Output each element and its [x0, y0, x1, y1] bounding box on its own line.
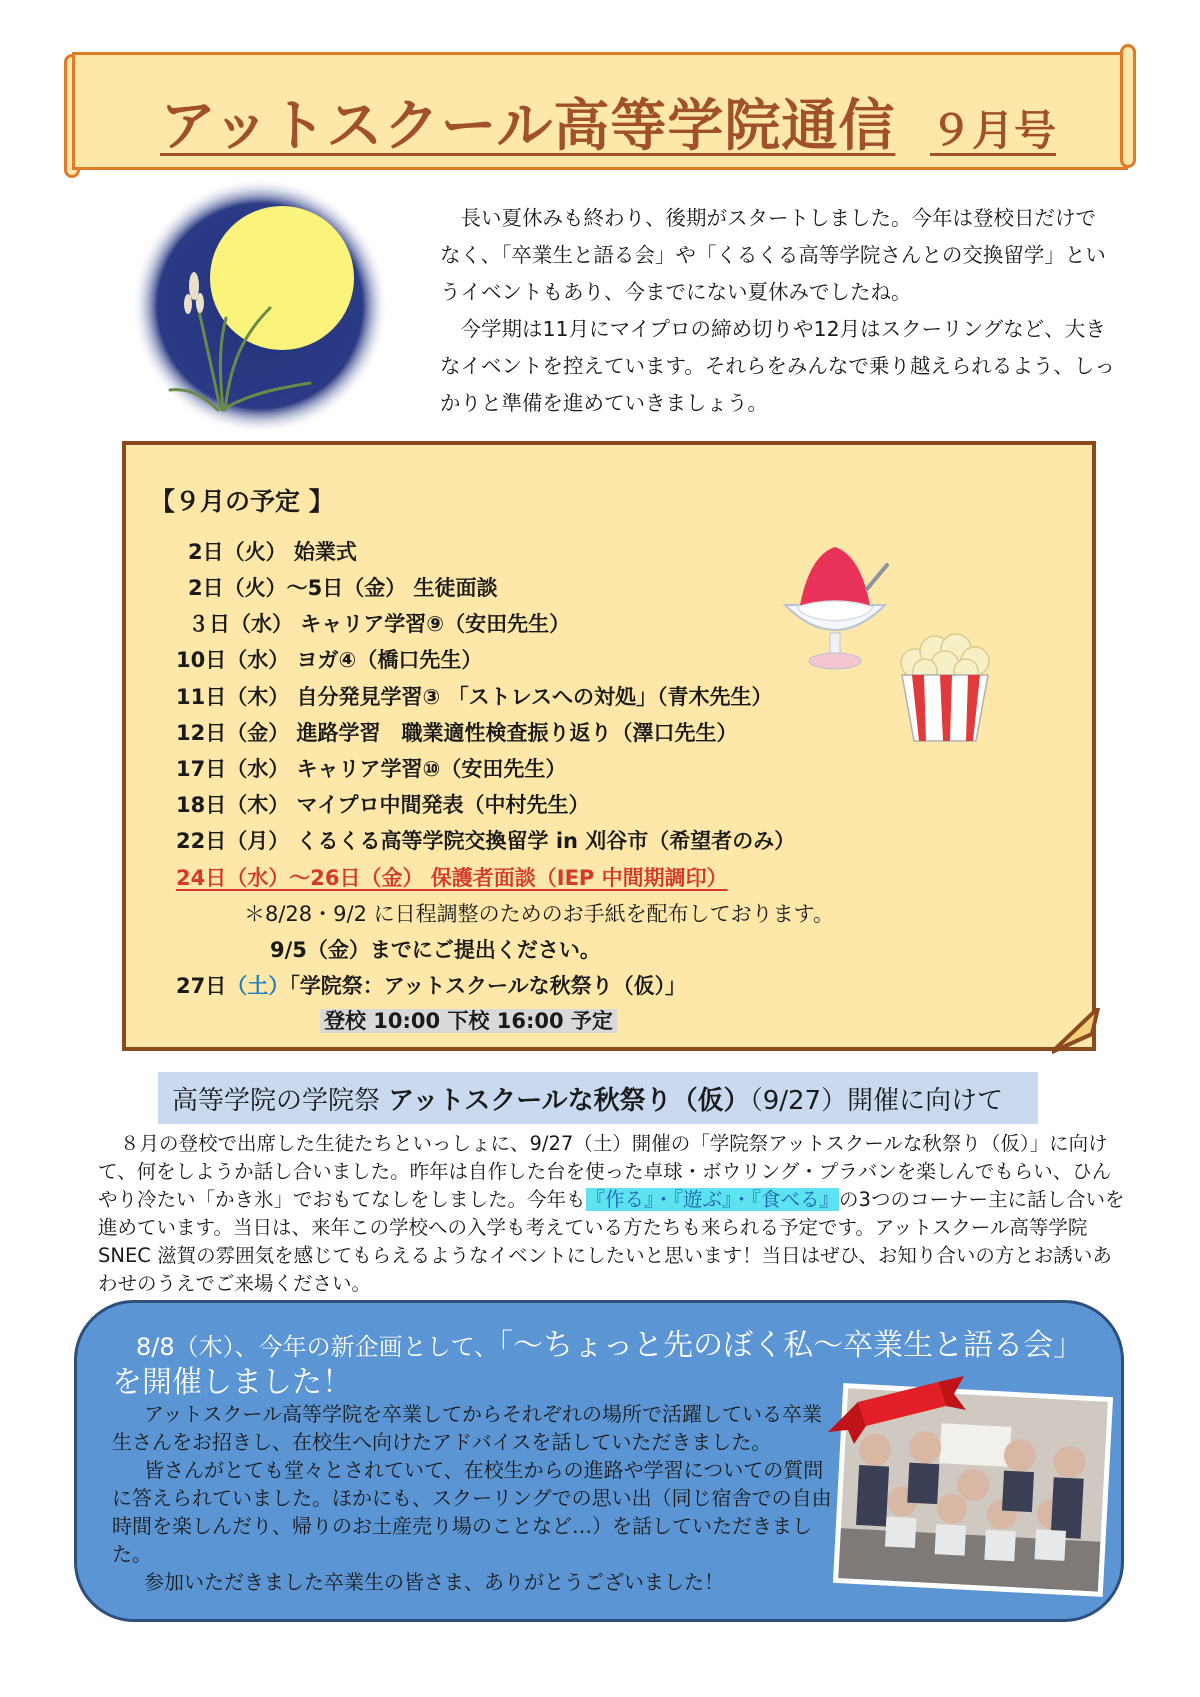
- festival-heading-name: アットスクールな秋祭り（仮）: [388, 1086, 750, 1116]
- festival-highlight: 『作る』・『遊ぶ』・『食べる』: [585, 1188, 840, 1211]
- festival-heading-suffix: （9/27）開催に向けて: [749, 1086, 1004, 1116]
- schedule-deadline: 9/5（金）までにご提出ください。: [270, 938, 601, 962]
- schedule-item: 22日（月） くるくる高等学院交換留学 in 刈谷市（希望者のみ）: [176, 829, 796, 853]
- popcorn-icon: [890, 625, 1000, 745]
- moon-icon: [130, 178, 390, 438]
- schedule-item-festival: [176, 970, 686, 1000]
- newsletter-title: アットスクール高等学院通信: [160, 94, 896, 159]
- schedule-heading: 【９月の予定 】: [150, 487, 334, 516]
- schedule-note: ＊8/28・9/2 に日程調整のためのお手紙を配布しております。: [244, 902, 834, 926]
- schedule-item: 10日（水） ヨガ④（橋口先生）: [176, 648, 483, 672]
- festival-event: 「学院祭：アットスクールな秋祭り（仮）」: [289, 974, 687, 998]
- alumni-heading-date: 8/8（木）、今年の新企画として、: [136, 1333, 499, 1361]
- festival-day: 27日: [176, 974, 227, 998]
- schedule-item: 2日（火）～5日（金） 生徒面談: [188, 576, 498, 600]
- festival-description: [98, 1130, 1128, 1298]
- schedule-item: 17日（水） キャリア学習⑩（安田先生）: [176, 757, 567, 781]
- intro-paragraph-1: 長い夏休みも終わり、後期がスタートしました。今年は登校日だけでなく、「卒業生と語る会」や「くるくる高等学院さんとの交換留学」というイベントもあり、今までにない夏休みでしたね。: [440, 206, 1106, 304]
- banner-roll-right: [1120, 44, 1136, 168]
- issue-label: ９月号: [930, 106, 1057, 155]
- schedule-item: 18日（木） マイプロ中間発表（中村先生）: [176, 793, 590, 817]
- schedule-item: ３日（水） キャリア学習⑨（安田先生）: [188, 612, 571, 636]
- festival-heading: [172, 1080, 1003, 1117]
- festival-text-part-2: の3つのコーナー主に話し合いを進めています。当日は、来年この学校への入学も考えている方たちも来られる予定です。アットスクール高等学院 SNEC 滋賀の雰囲気を感じてもらえるようなイベントにしたいと思います！当日はぜひ、お知り合いの方とお誘いあわせのうえでご来場ください。: [98, 1188, 1125, 1295]
- festival-time: [320, 1005, 617, 1035]
- alumni-paragraph-3: 参加いただきました卒業生の皆さま、ありがとうございました！: [144, 1570, 724, 1594]
- alumni-paragraph-2: 皆さんがとても堂々とされていて、在校生からの進路や学習についての質問に答えられていました。ほかにも、スクーリングでの思い出（同じ宿舎での自由時間を楽しんだり、帰りのお土産売り場のことなど…）を話していただきました。: [112, 1458, 832, 1566]
- intro-paragraph-2: 今学期は11月にマイプロの締め切りや12月はスクーリングなど、大きなイベントを控えています。それらをみんなで乗り越えられるよう、しっかりと準備を進めていきましょう。: [440, 317, 1115, 415]
- page-fold-icon: [1052, 1008, 1102, 1054]
- schedule-item: 12日（金） 進路学習 職業適性検査振り返り（澤口先生）: [176, 721, 738, 745]
- festival-heading-prefix: 高等学院の学院祭: [172, 1086, 381, 1116]
- schedule-item: 11日（木） 自分発見学習③ 「ストレスへの対処」（青木先生）: [176, 685, 773, 709]
- schedule-item-parent-meeting: 24日（水）～26日（金） 保護者面談（IEP 中間期調印）: [176, 866, 728, 890]
- festival-text-part-1: ８月の登校で出席した生徒たちといっしょに、9/27（土）開催の「学院祭アットスクールな秋祭り（仮）」に向けて、何をしようか話し合いました。昨年は自作した台を使った卓球・ボウリング・プラバンを楽しんでもらい、ひんやり冷たい「かき氷」でおもてなしをしました。今年も: [98, 1132, 1112, 1211]
- festival-weekday: （土）: [226, 974, 290, 998]
- alumni-body: [112, 1400, 832, 1596]
- schedule-item: 2日（火） 始業式: [188, 540, 357, 564]
- alumni-heading-title: 「～ちょっと先のぼく私～卒業生と語る会」を開催しました！: [112, 1328, 1084, 1400]
- festival-time-chip: 登校 10:00 下校 16:00 予定: [320, 1009, 617, 1033]
- intro-text: [440, 200, 1115, 422]
- ribbon-icon: [818, 1372, 968, 1452]
- alumni-paragraph-1: アットスクール高等学院を卒業してからそれぞれの場所で活躍している卒業生さんをお招きし、在校生へ向けたアドバイスを話していただきました。: [112, 1402, 822, 1454]
- kakigori-icon: [775, 535, 895, 675]
